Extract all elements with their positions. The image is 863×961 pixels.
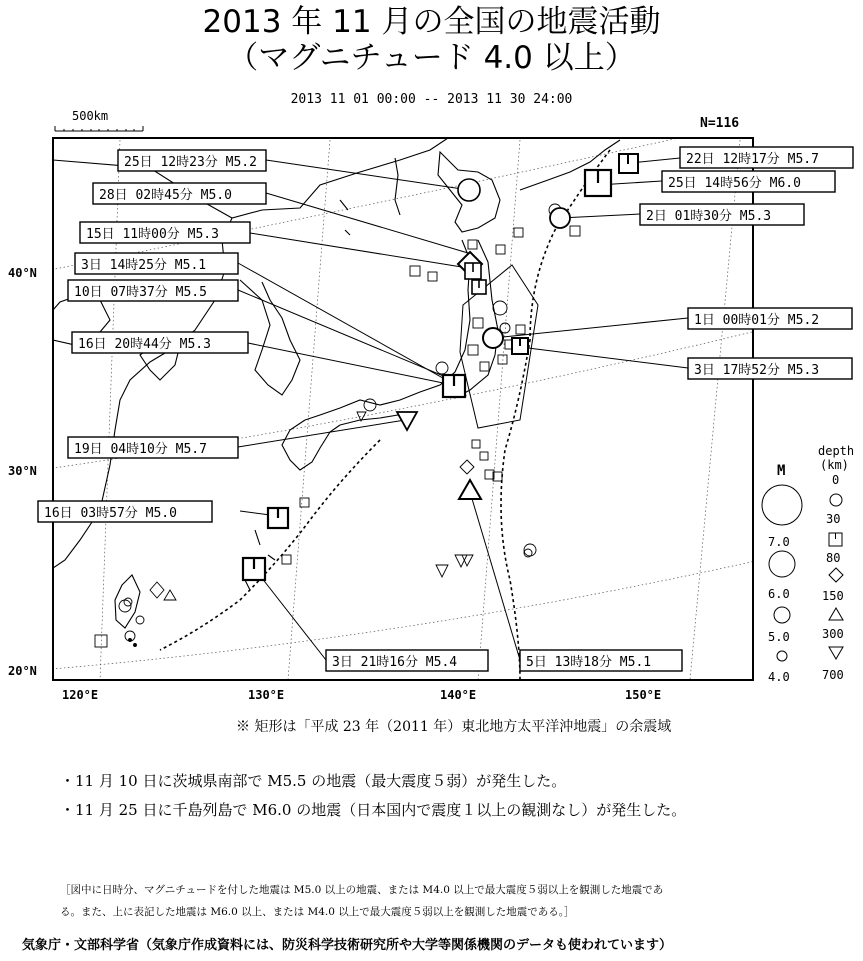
lon-label-120: 120°E xyxy=(62,688,99,702)
annotation-11-label: 1日 00時01分 M5.2 xyxy=(694,313,820,328)
annotation-2-label: 15日 11時00分 M5.3 xyxy=(86,227,219,242)
quake-12-symbol xyxy=(512,338,528,354)
annotated-epicenters xyxy=(243,154,638,580)
legend-depth-square-icon xyxy=(829,533,842,546)
quake-8-symbol xyxy=(619,154,638,173)
legend-m-5: 5.0 xyxy=(768,630,790,644)
credit-line: 気象庁・文部科学省（気象庁作成資料には、防災科学技術研究所や大学等関係機関のデータも使われています） xyxy=(22,938,673,953)
annotation-0-label: 25日 12時23分 M5.2 xyxy=(124,155,257,170)
annotation-7-label: 16日 03時57分 M5.0 xyxy=(44,506,177,521)
annotation-5-label: 16日 20時44分 M5.3 xyxy=(78,337,211,352)
legend-depth-circle-icon xyxy=(830,494,842,506)
annotation-0 xyxy=(118,150,266,171)
summary-bullet-1: ・11 月 10 日に茨城県南部で M5.5 の地震（最大震度５弱）が発生した。 xyxy=(60,772,567,790)
annotation-14-label: 5日 13時18分 M5.1 xyxy=(526,655,652,670)
annotation-4 xyxy=(68,280,238,301)
legend-m7-circle xyxy=(762,485,802,525)
scale-bar xyxy=(55,109,143,131)
legend-m-title: M xyxy=(777,463,786,479)
annotation-1-label: 28日 02時45分 M5.0 xyxy=(99,188,232,203)
annotation-10-label: 2日 01時30分 M5.3 xyxy=(646,209,772,224)
legend-depth-150: 150 xyxy=(822,589,844,603)
legend-m4-circle xyxy=(777,651,787,661)
legend xyxy=(762,444,854,684)
legend-depth-700: 700 xyxy=(822,668,844,682)
quake-13-symbol xyxy=(243,558,265,580)
annotation-labels xyxy=(38,147,853,671)
lat-label-40: 40°N xyxy=(8,266,37,280)
quake-10-symbol xyxy=(550,208,570,228)
quake-4-symbol xyxy=(443,375,465,397)
quake-14-symbol xyxy=(459,480,481,499)
lat-label-20: 20°N xyxy=(8,664,37,678)
quake-2-symbol xyxy=(465,263,481,279)
legend-depth-triangle-icon xyxy=(829,608,843,620)
summary-bullet-2: ・11 月 25 日に千島列島で M6.0 の地震（日本国内で震度１以上の観測なし）が発生した。 xyxy=(60,801,687,819)
annotation-7 xyxy=(38,501,212,522)
annotation-9-label: 25日 14時56分 M6.0 xyxy=(668,176,801,191)
legend-depth-title: depth xyxy=(818,444,855,458)
annotation-13-label: 3日 21時16分 M5.4 xyxy=(332,655,458,670)
legend-m5-circle xyxy=(774,607,790,623)
annotation-5 xyxy=(72,332,248,353)
lat-label-30: 30°N xyxy=(8,464,37,478)
annotation-9 xyxy=(662,171,835,192)
legend-depth-300: 300 xyxy=(822,627,844,641)
annotation-8-label: 22日 12時17分 M5.7 xyxy=(686,152,819,167)
annotation-1 xyxy=(93,183,266,204)
annotation-6 xyxy=(68,437,238,458)
quake-0-symbol xyxy=(458,179,480,201)
legend-depth-inverted-triangle-icon xyxy=(829,647,843,659)
quake-11-symbol xyxy=(483,328,503,348)
annotation-2 xyxy=(80,222,250,243)
annotation-12-label: 3日 17時52分 M5.3 xyxy=(694,363,820,378)
annotation-12 xyxy=(688,358,852,379)
legend-m6-circle xyxy=(769,551,795,577)
annotation-11 xyxy=(688,308,852,329)
legend-depth-unit: (km) xyxy=(820,458,849,472)
legend-depth-diamond-icon xyxy=(829,568,843,582)
map-title-line1: 2013 年 11 月の全国の地震活動 xyxy=(202,4,661,40)
lon-label-150: 150°E xyxy=(625,688,662,702)
quake-7-symbol xyxy=(268,508,288,528)
annotation-6-label: 19日 04時10分 M5.7 xyxy=(74,442,207,457)
period-label: 2013 11 01 00:00 -- 2013 11 30 24:00 xyxy=(290,92,573,107)
lon-label-140: 140°E xyxy=(440,688,477,702)
annotation-14 xyxy=(520,650,682,671)
footnote-line-2: る。また、上に表記した地震は M6.0 以上、または M4.0 以上で最大震度５弱以上を観測した地震である。］ xyxy=(60,906,575,918)
lon-label-130: 130°E xyxy=(248,688,285,702)
leader-lines xyxy=(238,158,688,660)
annotation-8 xyxy=(680,147,853,168)
quake-9-symbol xyxy=(585,170,611,196)
annotation-10 xyxy=(640,204,804,225)
annotation-3-label: 3日 14時25分 M5.1 xyxy=(81,258,207,273)
scale-bar-label: 500km xyxy=(72,109,109,123)
legend-m-4: 4.0 xyxy=(768,670,790,684)
legend-depth-0: 0 xyxy=(832,473,840,487)
footnote-line-1: ［図中に日時分、マグニチュードを付した地震は M5.0 以上の地震、または M4.0 以上で最大震度５弱以上を観測した地震であ xyxy=(60,884,664,896)
annotation-4-label: 10日 07時37分 M5.5 xyxy=(74,285,207,300)
annotation-13 xyxy=(326,650,488,671)
legend-depth-80: 80 xyxy=(826,551,841,565)
legend-depth-30: 30 xyxy=(826,512,841,526)
annotation-3 xyxy=(75,253,238,274)
legend-m-6: 6.0 xyxy=(768,587,790,601)
map-title-line2: （マグニチュード 4.0 以上） xyxy=(227,40,636,76)
legend-m-7: 7.0 xyxy=(768,535,790,549)
event-count: N=116 xyxy=(700,116,740,131)
quake-3-symbol xyxy=(472,280,486,294)
aftershock-rectangle-note: ※ 矩形は「平成 23 年（2011 年）東北地方太平洋沖地震」の余震域 xyxy=(236,719,672,735)
coastlines xyxy=(53,138,620,628)
